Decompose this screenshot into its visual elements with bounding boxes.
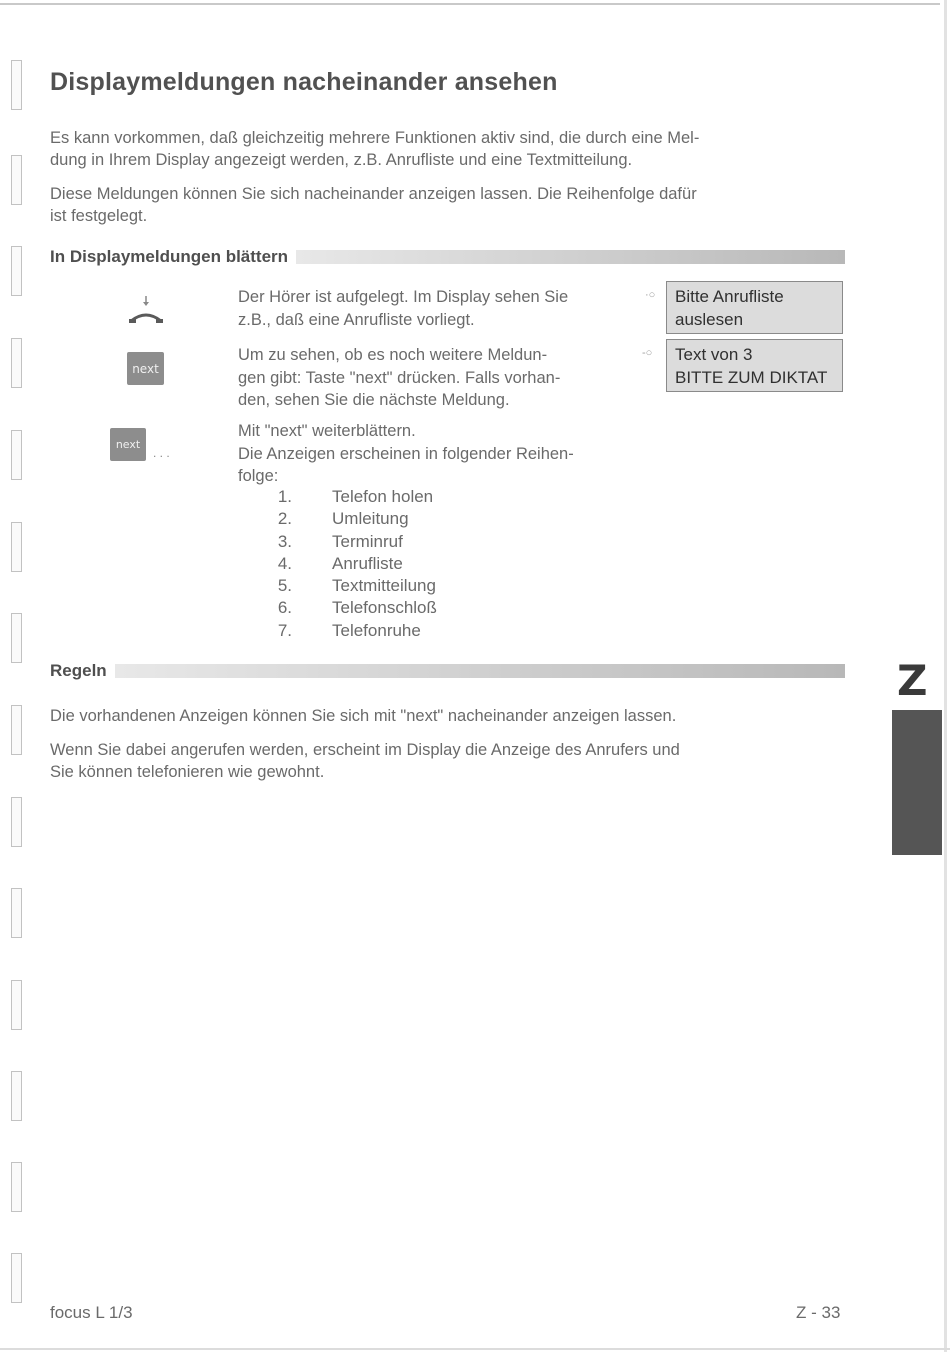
margin-mark: [11, 980, 22, 1030]
intro-paragraph-1: [50, 127, 850, 171]
margin-mark: [11, 338, 22, 388]
section-heading-bar: [296, 250, 845, 264]
list-text: Telefon holen: [332, 487, 434, 506]
page-edge: [944, 0, 947, 1352]
margin-mark: [11, 155, 22, 205]
list-text: Telefonruhe: [332, 620, 421, 640]
margin-mark: [11, 522, 22, 572]
margin-mark: [11, 705, 22, 755]
margin-mark: [11, 1253, 22, 1303]
rules-paragraph-2: [50, 739, 850, 783]
margin-mark: [11, 888, 22, 938]
display-line: auslesen: [675, 310, 744, 329]
step-line: den, sehen Sie die nächste Meldung.: [238, 391, 510, 409]
step-browse-text: [238, 420, 574, 488]
margin-mark: [11, 60, 22, 110]
indicator-arrow-icon: ·○: [645, 289, 656, 301]
display-line: Text von 3: [675, 345, 753, 364]
step-line: Die Anzeigen erscheinen in folgender Reihen-: [238, 444, 574, 463]
section-heading-text: In Displaymeldungen blättern: [50, 247, 289, 266]
bottom-rule: [0, 1348, 950, 1350]
next-key-label: next: [132, 361, 159, 376]
list-text: Textmitteilung: [332, 576, 436, 596]
margin-mark: [11, 797, 22, 847]
footer-product: focus L 1/3: [50, 1303, 133, 1322]
list-text: Anrufliste: [332, 553, 403, 573]
rules-line: Wenn Sie dabei angerufen werden, erscheint im Display die Anzeige des Anrufers und: [50, 741, 680, 759]
rules-paragraph-1: Die vorhandenen Anzeigen können Sie sich mit "next" nacheinander anzeigen lassen.: [50, 707, 677, 725]
list-number: 4.: [277, 553, 292, 573]
list-item: [268, 486, 437, 508]
step-line: Um zu sehen, ob es noch weitere Meldun-: [238, 346, 548, 364]
list-number: 3.: [277, 531, 292, 551]
indicator-arrow-icon: -○: [642, 347, 653, 359]
display-textmitteilung: [666, 339, 843, 392]
section-heading-text: Regeln: [50, 661, 107, 680]
section-heading-bar: [115, 664, 845, 678]
handset-on-hook-icon: [126, 294, 166, 326]
step-line: Mit "next" weiterblättern.: [238, 422, 416, 440]
next-key-icon: [110, 428, 146, 461]
list-item: [268, 575, 437, 597]
chapter-tab: [892, 710, 942, 855]
margin-mark: [11, 246, 22, 296]
intro-line: dung in Ihrem Display angezeigt werden, z.B. Anrufliste und eine Textmitteilung.: [50, 151, 633, 169]
list-number: 7.: [277, 620, 292, 640]
list-text: Telefonschloß: [332, 598, 437, 618]
step-line: folge:: [238, 467, 279, 485]
rules-line: Sie können telefonieren wie gewohnt.: [50, 763, 325, 781]
list-number: 2.: [277, 509, 292, 529]
display-line: Bitte Anrufliste: [675, 287, 784, 306]
margin-mark: [11, 613, 22, 663]
list-item: [268, 531, 437, 553]
list-number: 1.: [277, 487, 292, 506]
list-item: [268, 597, 437, 619]
next-key-label: next: [115, 438, 141, 451]
intro-line: Es kann vorkommen, daß gleichzeitig mehrere Funktionen aktiv sind, die durch eine Mel-: [50, 129, 700, 147]
display-anrufliste: [666, 281, 843, 334]
list-text: Terminruf: [332, 531, 403, 551]
display-line: BITTE ZUM DIKTAT: [675, 368, 828, 387]
page-title: Displaymeldungen nacheinander ansehen: [50, 68, 558, 96]
top-rule: [0, 3, 940, 5]
list-item: [268, 553, 437, 575]
step-line: z.B., daß eine Anrufliste vorliegt.: [238, 310, 475, 329]
margin-mark: [11, 430, 22, 480]
list-number: 5.: [277, 576, 292, 596]
step-next-text: [238, 344, 560, 412]
display-order-list: [268, 486, 437, 642]
page-number: Z - 33: [796, 1303, 841, 1322]
list-item: [268, 508, 437, 530]
step-handset-text: [238, 286, 568, 331]
step-line: gen gibt: Taste "next" drücken. Falls vorhan-: [238, 368, 561, 387]
intro-line: Diese Meldungen können Sie sich nacheinander anzeigen lassen. Die Reihenfolge dafür: [50, 185, 697, 203]
margin-mark: [11, 1162, 22, 1212]
list-item: [268, 620, 437, 642]
section-heading-blaettern: [50, 246, 845, 268]
list-text: Umleitung: [332, 509, 409, 529]
step-line: Der Hörer ist aufgelegt. Im Display sehen Sie: [238, 288, 569, 306]
next-key-icon: [127, 352, 164, 385]
intro-paragraph-2: [50, 183, 850, 227]
chapter-letter: Z: [897, 656, 928, 705]
section-heading-regeln: [50, 660, 845, 682]
repeat-ellipsis: . . .: [153, 446, 170, 460]
list-number: 6.: [277, 598, 292, 618]
intro-line: ist festgelegt.: [50, 207, 148, 225]
margin-mark: [11, 1071, 22, 1121]
